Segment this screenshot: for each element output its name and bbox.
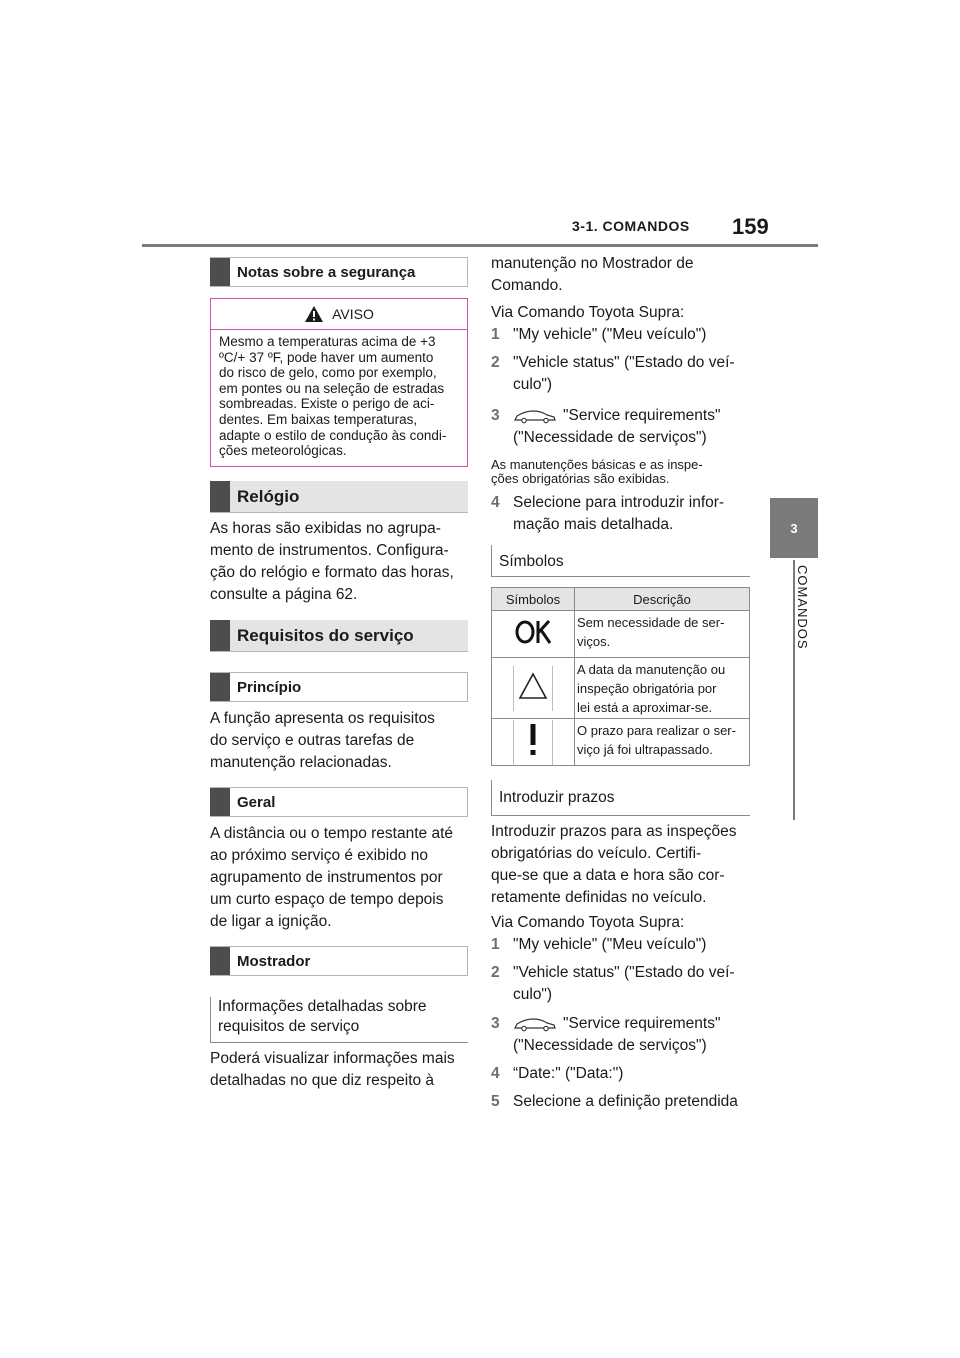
clock-text: As horas são exibidas no agrupa- mento de instrumentos. Configura- ção do relógio e formato das horas, consulte a página 62. <box>210 520 454 603</box>
via-label-2: Via Comando Toyota Supra: <box>491 914 685 931</box>
section-title: 3-1. COMANDOS <box>572 218 690 234</box>
step-3: 3 "Service requirements" ("Necessidade de serviços") <box>491 1015 721 1054</box>
note-text: As manutenções básicas e as inspe- ções obrigatórias são exibidas. <box>491 457 703 486</box>
warning-text: Mesmo a temperaturas acima de +3 ºC/+ 37 ºF, pode haver um aumento do risco de gelo, como por exemplo, em pontes ou na seleção de estradas sombreadas. Existe o perigo de aci- dentes. Em baixas temperaturas, adapte o estilo de condução às condi- ções meteorológicas. <box>219 334 447 459</box>
step-3: 3 "Service requirements" ("Necessidade de serviços") <box>491 407 721 446</box>
header-rule <box>142 244 818 247</box>
principle-heading: Princípio <box>210 672 468 702</box>
clock-heading: Relógio <box>210 481 468 513</box>
detail-subheading: Informações detalhadas sobre requisitos de serviço <box>210 997 468 1043</box>
car-icon <box>513 1016 557 1032</box>
service-heading: Requisitos do serviço <box>210 620 468 652</box>
step-2: 2 "Vehicle status" ("Estado do veí- culo") <box>491 354 735 393</box>
general-text: A distância ou o tempo restante até ao próximo serviço é exibido no agrupamento de instrumentos por um curto espaço de tempo depois de ligar a ignição. <box>210 825 453 930</box>
warning-triangle-icon <box>304 305 324 323</box>
detail-text: Poderá visualizar informações mais detalhadas no que diz respeito à <box>210 1050 455 1089</box>
exclamation-icon <box>514 720 552 760</box>
principle-text: A função apresenta os requisitos do serviço e outras tarefas de manutenção relacionadas. <box>210 710 435 771</box>
table-row: A data da manutenção ou inspeção obrigatória por lei está a aproximar-se. <box>492 658 750 719</box>
table-row: Sem necessidade de ser- viços. <box>492 611 750 658</box>
warning-box <box>210 298 468 467</box>
car-icon <box>513 408 557 424</box>
display-heading: Mostrador <box>210 946 468 976</box>
page-number: 159 <box>732 214 769 239</box>
via-label-1: Via Comando Toyota Supra: <box>491 304 685 321</box>
step-4: 4 Selecione para introduzir infor- mação mais detalhada. <box>491 494 725 533</box>
chapter-tab: 3 <box>770 498 818 558</box>
warning-header <box>211 299 467 330</box>
deadlines-subheading: Introduzir prazos <box>491 780 750 816</box>
table-header-description: Descrição <box>575 588 750 611</box>
safety-heading: Notas sobre a segurança <box>210 257 468 287</box>
step-2: 2 "Vehicle status" ("Estado do veí- culo") <box>491 964 735 1003</box>
table-header-symbols: Símbolos <box>492 588 575 611</box>
symbols-table <box>491 587 750 766</box>
general-heading: Geral <box>210 787 468 817</box>
table-row: O prazo para realizar o ser- viço já foi ultrapassado. <box>492 719 750 766</box>
warning-triangle-icon <box>514 666 552 706</box>
ok-icon <box>513 614 553 650</box>
chapter-label: COMANDOS <box>795 565 810 650</box>
deadlines-text: Introduzir prazos para as inspeções obrigatórias do veículo. Certifi- que-se que a data e hora são cor- retamente definidas no veículo. <box>491 823 737 906</box>
symbols-subheading: Símbolos <box>491 545 750 577</box>
continued-text: manutenção no Mostrador de Comando. <box>491 255 694 294</box>
warning-label: AVISO <box>332 306 374 322</box>
